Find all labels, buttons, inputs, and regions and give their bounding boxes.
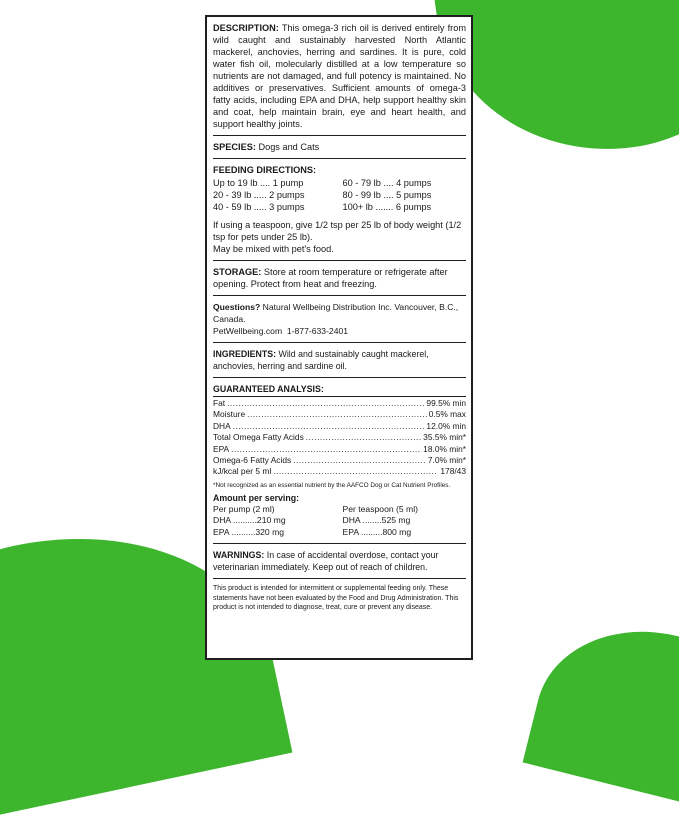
analysis-value: 7.0% min* [427, 455, 466, 466]
analysis-nutrient: Omega-6 Fatty Acids [213, 455, 292, 466]
feeding-row: 100+ lb ....... 6 pumps [342, 202, 432, 212]
serving-pump-dha: DHA ..........210 mg [213, 515, 286, 526]
feeding-table [213, 177, 466, 213]
analysis-row [213, 444, 466, 455]
feeding-row: 20 - 39 lb ..... 2 pumps [213, 190, 305, 200]
analysis-nutrient: DHA [213, 420, 231, 431]
dot-leader [247, 409, 427, 420]
analysis-value: 12.0% min [426, 420, 466, 431]
analysis-value: 0.5% max [428, 409, 466, 420]
divider [213, 342, 466, 343]
dot-leader [233, 421, 425, 432]
storage-section [213, 266, 466, 290]
analysis-footnote: *Not recognized as an essential nutrient by the AAFCO Dog or Cat Nutrient Profiles. [213, 481, 451, 489]
dot-leader [293, 455, 426, 466]
serving-tsp-epa: EPA .........800 mg [342, 526, 412, 537]
ingredients-text: Wild and sustainably caught mackerel, anchovies, herring and sardine oil. [213, 349, 429, 371]
dot-leader [231, 444, 421, 455]
analysis-nutrient: EPA [213, 443, 230, 454]
warnings-section [213, 549, 466, 573]
analysis-value: 18.0% min* [423, 443, 466, 454]
divider [213, 135, 466, 136]
feeding-row: 80 - 99 lb .... 5 pumps [342, 190, 432, 200]
description-label: DESCRIPTION: [213, 23, 279, 33]
analysis-nutrient: kJ/kcal per 5 ml [213, 466, 272, 477]
divider [213, 396, 466, 397]
divider [213, 543, 466, 544]
questions-label: Questions? [213, 302, 261, 312]
dot-leader [227, 398, 424, 409]
analysis-row [213, 455, 466, 466]
dot-leader [273, 466, 438, 477]
analysis-value: 99.5% min [426, 398, 466, 408]
phone-number: 1-877-633-2401 [286, 326, 349, 336]
teaspoon-note: If using a teaspoon, give 1/2 tsp per 25 lb of body weight (1/2 tsp for pets under 25 lb). [213, 220, 462, 242]
analysis-nutrient: Total Omega Fatty Acids [213, 432, 304, 443]
divider [213, 578, 466, 579]
serving-pump-epa: EPA ..........320 mg [213, 526, 285, 537]
serving-tsp-head: Per teaspoon (5 ml) [342, 503, 418, 514]
serving-section [213, 492, 466, 539]
analysis-row [213, 466, 466, 477]
serving-tsp-dha: DHA ........525 mg [342, 515, 411, 526]
divider [213, 260, 466, 261]
description-section [213, 22, 466, 130]
warnings-text: In case of accidental overdose, contact your veterinarian immediately. Keep out of reach of children. [213, 550, 439, 573]
questions-section [213, 301, 466, 337]
analysis-row [213, 398, 466, 409]
storage-text: Store at room temperature or refrigerate after opening. Protect from heat and freezing. [213, 267, 448, 289]
feeding-section [213, 164, 466, 255]
mix-note: May be mixed with pet's food. [213, 244, 334, 254]
species-section [213, 141, 466, 153]
divider [213, 295, 466, 296]
ingredients-label: INGREDIENTS: [213, 349, 277, 359]
analysis-row [213, 409, 466, 420]
serving-table [213, 504, 466, 539]
disclaimer: This product is intended for intermittent or supplemental feeding only. These statements have not been evaluated by the Food and Drug Administration. This product is not intended to diagnose, treat, cure or prevent any disease. [213, 585, 459, 611]
analysis-nutrient: Moisture [213, 409, 246, 420]
serving-label: Amount per serving: [213, 492, 300, 503]
green-blob-decoration [523, 607, 679, 811]
serving-pump-head: Per pump (2 ml) [213, 503, 275, 514]
analysis-label: GUARANTEED ANALYSIS: [213, 384, 324, 394]
feeding-label: FEEDING DIRECTIONS: [213, 165, 317, 175]
feeding-row: 40 - 59 lb ..... 3 pumps [213, 202, 305, 212]
description-text: This omega-3 rich oil is derived entirely from wild caught and sustainably harvested North Atlantic mackerel, anchovies, herring and sardines. It is pure, cold water fish oil, molecularly distilled at a low temperature so nutrients are not damaged, and full potency is maintained. No additives or preservatives. Sufficient amounts of omega-3 fatty acids, including EPA and DHA, help support healthy skin and coat, help maintain brain, eye and heart health, and support healthy joints. [213, 23, 466, 129]
divider [213, 158, 466, 159]
analysis-value: 35.5% min* [423, 432, 466, 443]
analysis-nutrient: Fat [213, 398, 226, 408]
analysis-value: 178/43 [440, 466, 466, 477]
storage-label: STORAGE: [213, 267, 262, 277]
analysis-row [213, 421, 466, 432]
product-label-panel [205, 15, 473, 660]
analysis-section [213, 383, 466, 490]
warnings-label: WARNINGS: [213, 550, 265, 561]
species-text: Dogs and Cats [258, 142, 320, 152]
divider [213, 377, 466, 378]
feeding-row: 60 - 79 lb .... 4 pumps [342, 178, 432, 188]
species-label: SPECIES: [213, 142, 256, 152]
analysis-row [213, 432, 466, 443]
analysis-table [213, 398, 466, 478]
website-link[interactable]: PetWellbeing.com [213, 326, 283, 336]
dot-leader [306, 432, 421, 443]
feeding-row: Up to 19 lb .... 1 pump [213, 178, 304, 188]
questions-text: Natural Wellbeing Distribution Inc. Vancouver, B.C., Canada. [213, 302, 459, 324]
ingredients-section [213, 348, 466, 372]
